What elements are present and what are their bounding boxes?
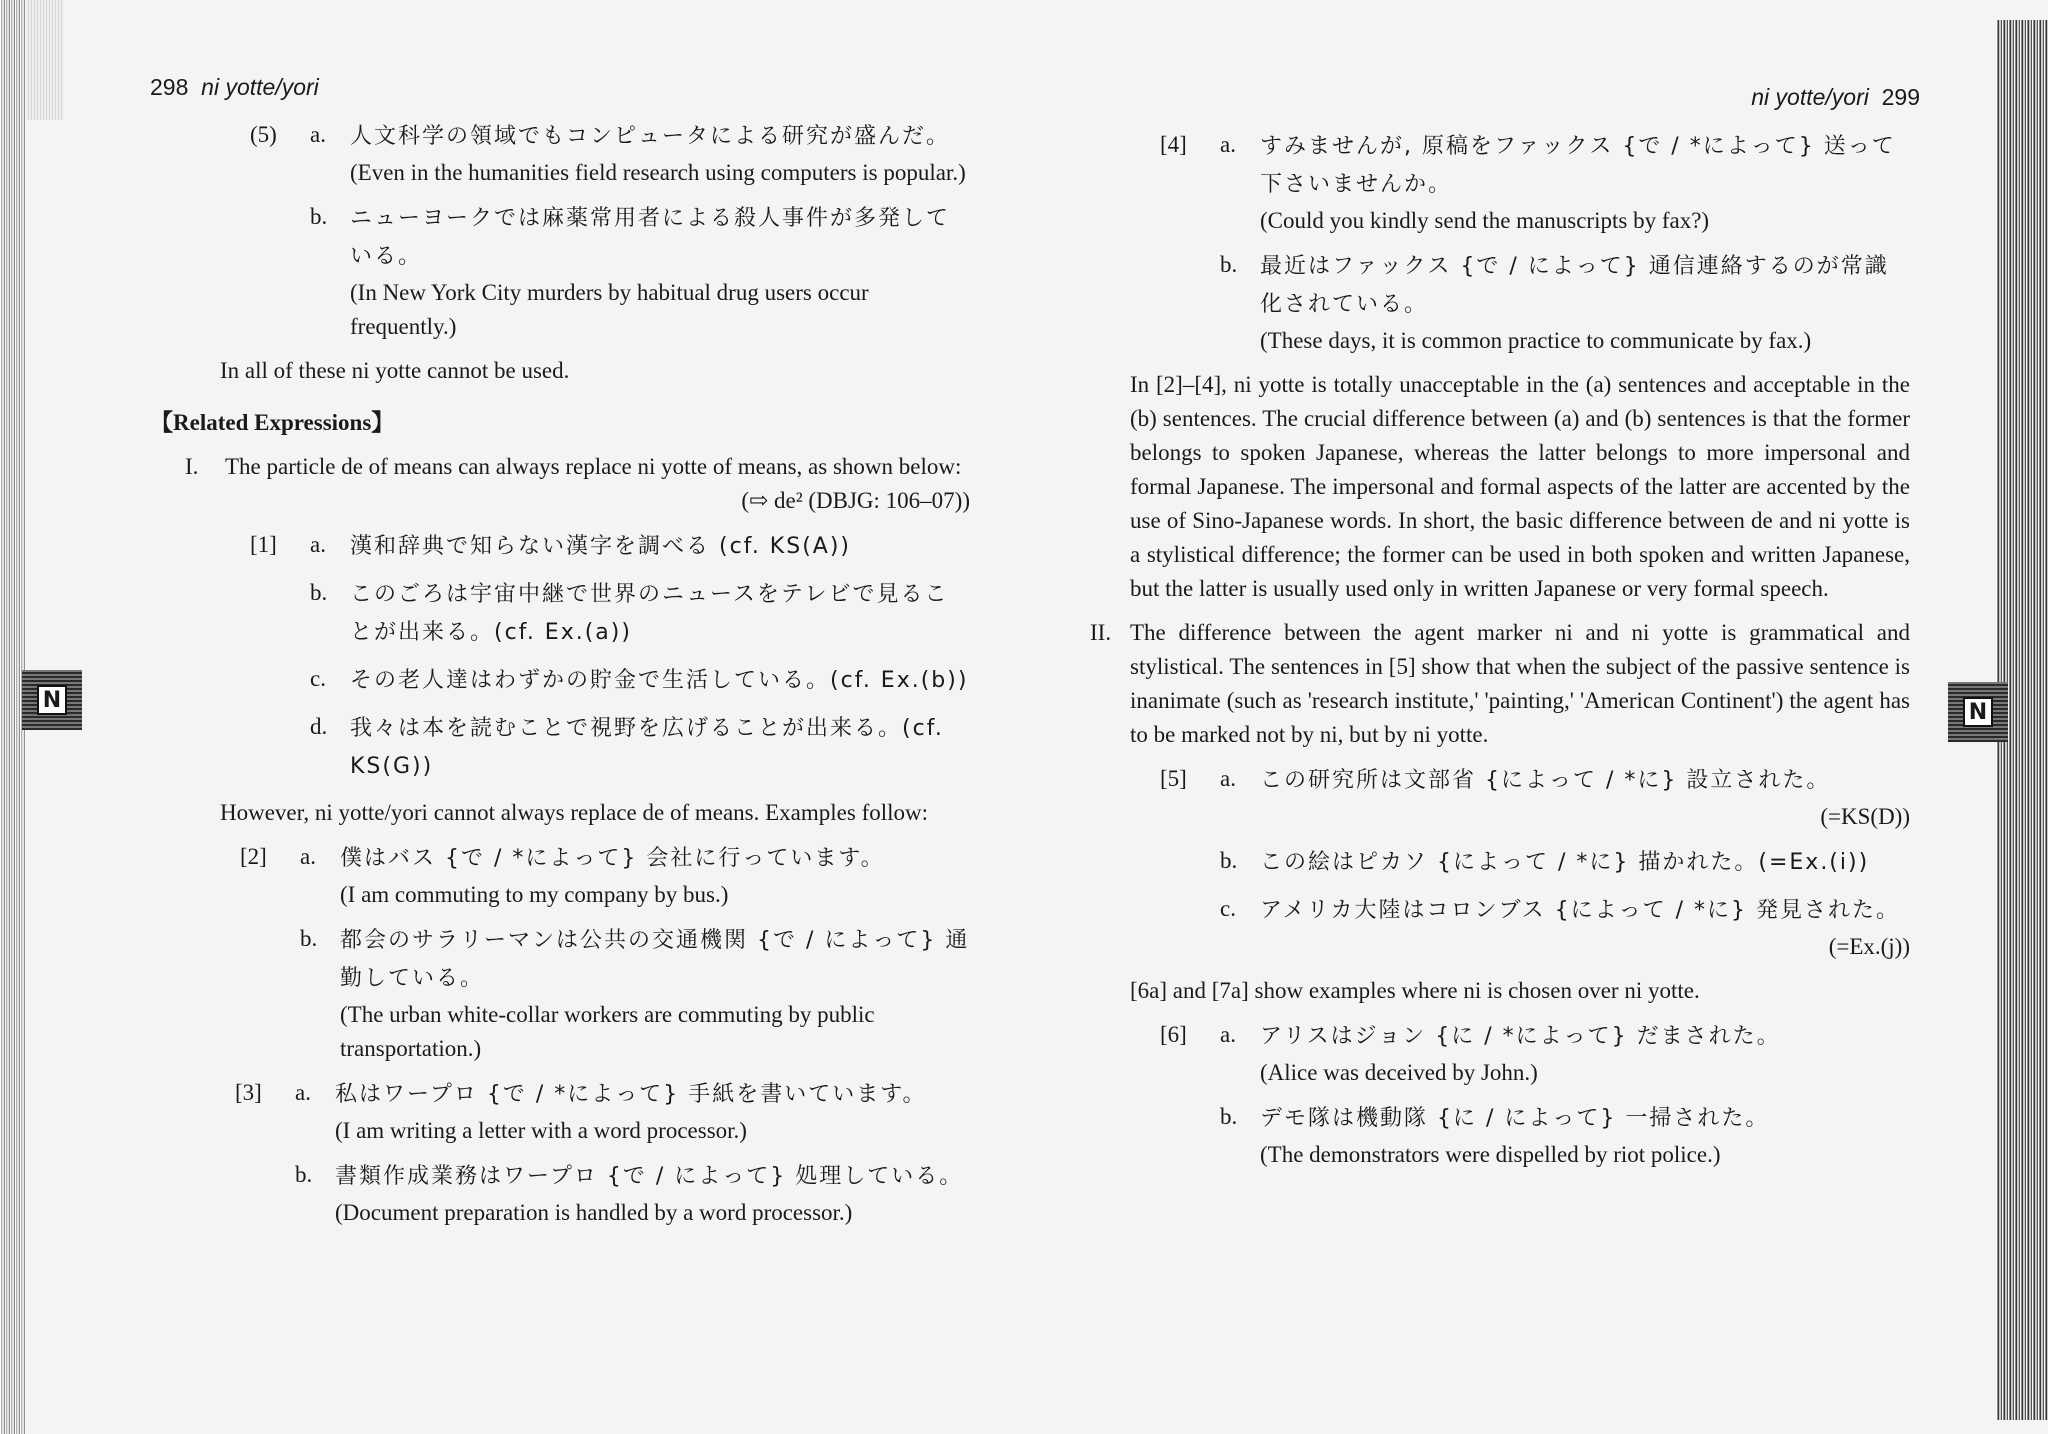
- english-translation: (Even in the humanities field research using computers is popular.): [350, 160, 966, 185]
- example-letter: a.: [300, 844, 316, 869]
- example-number: [1]: [250, 532, 277, 557]
- japanese-sentence: このごろは宇宙中継で世界のニュースをテレビで見ることが出来る。(cf. Ex.(a)): [350, 582, 949, 645]
- roman-numeral: I.: [185, 454, 199, 479]
- example-letter: a.: [295, 1080, 311, 1105]
- example-letter: c.: [1220, 896, 1236, 921]
- thumb-index-tab-left: [22, 670, 82, 730]
- example-5b: [1220, 844, 1910, 882]
- japanese-sentence: 都会のサラリーマンは公共の交通機関 {で / によって} 通勤している。: [340, 928, 970, 991]
- cross-reference: (⇨ de² (DBJG: 106–07)): [741, 488, 970, 513]
- english-translation: (I am commuting to my company by bus.): [340, 882, 729, 907]
- section-I: [185, 450, 970, 518]
- example-1d: [310, 710, 970, 786]
- example-2b: [300, 922, 970, 1066]
- english-translation: (Could you kindly send the manuscripts by fax?): [1260, 208, 1710, 233]
- example-letter: b.: [310, 204, 328, 229]
- note-paragraph: [6a] and [7a] show examples where ni is chosen over ni yotte.: [1130, 978, 1700, 1003]
- english-translation: (Document preparation is handled by a word processor.): [335, 1200, 853, 1225]
- example-number: [6]: [1160, 1022, 1187, 1047]
- tab-letter: N: [37, 685, 67, 715]
- example-letter: a.: [310, 122, 326, 147]
- explanation-paragraph: In [2]–[4], ni yotte is totally unacceptable in the (a) sentences and acceptable in the (b) sentences. The crucial difference between (a) and (b) sentences is that the former belongs to spoken Japanese, whereas the latter belongs to more impersonal and formal Japanese. The impersonal and formal aspects of the latter are accented by the use of Sino-Japanese words. In short, the basic difference between de and ni yotte is a stylistical difference; the former can be used in both spoken and written Japanese, but the latter is usually used only in written Japanese or very formal speech.: [1130, 372, 1910, 601]
- japanese-sentence: アリスはジョン {に / *によって} だまされた。: [1260, 1024, 1781, 1049]
- running-head-title: ni yotte/yori: [1751, 84, 1869, 110]
- japanese-sentence: 僕はバス {で / *によって} 会社に行っています。: [340, 846, 885, 871]
- example-number: [3]: [235, 1080, 262, 1105]
- example-1a: [250, 528, 970, 566]
- example-letter: b.: [300, 926, 318, 951]
- japanese-sentence: 最近はファックス {で / によって} 通信連絡するのが常識化されている。: [1260, 254, 1889, 317]
- section-text: The difference between the agent marker ni and ni yotte is grammatical and stylistical. The sentences in [5] show that when the subject of the passive sentence is inanimate (such as 'research institute,' 'painting,' 'American Continent') the agent has to be marked not by ni, but by ni yotte.: [1130, 620, 1910, 747]
- english-translation: (These days, it is common practice to communicate by fax.): [1260, 328, 1812, 353]
- example-letter: c.: [310, 666, 326, 691]
- example-number: [5]: [1160, 766, 1187, 791]
- example-4b: [1220, 248, 1910, 358]
- japanese-sentence: この研究所は文部省 {によって / *に} 設立された。: [1260, 768, 1831, 793]
- section-II: [1090, 616, 1910, 752]
- section-text: The particle de of means can always replace ni yotte of means, as shown below:: [225, 454, 962, 479]
- example-5c: [1220, 892, 1910, 964]
- related-expressions-heading: 【Related Expressions】: [150, 410, 395, 435]
- example-number: [2]: [240, 844, 267, 869]
- example-letter: a.: [1220, 132, 1236, 157]
- japanese-sentence: アメリカ大陸はコロンブス {によって / *に} 発見された。: [1260, 898, 1900, 923]
- example-1b: [310, 576, 970, 652]
- english-translation: (The urban white-collar workers are commuting by public transportation.): [340, 1002, 875, 1061]
- thumb-index-tab-right: [1948, 682, 2008, 742]
- example-letter: b.: [1220, 848, 1238, 873]
- japanese-sentence: 人文科学の領域でもコンピュータによる研究が盛んだ。: [350, 124, 951, 149]
- example-letter: a.: [1220, 1022, 1236, 1047]
- example-1c: [310, 662, 970, 700]
- example-5a: [1160, 762, 1910, 834]
- example-number: [4]: [1160, 132, 1187, 157]
- english-translation: (I am writing a letter with a word processor.): [335, 1118, 747, 1143]
- right-page: [1090, 80, 1920, 1182]
- note-paragraph: In all of these ni yotte cannot be used.: [220, 358, 570, 383]
- japanese-sentence: すみませんが, 原稿をファックス {で / *によって} 送って下さいませんか。: [1260, 134, 1896, 197]
- japanese-sentence: その老人達はわずかの貯金で生活している。(cf. Ex.(b)): [350, 668, 969, 693]
- japanese-sentence: この絵はピカソ {によって / *に} 描かれた。(=Ex.(i)): [1260, 850, 1870, 875]
- example-2a: [240, 840, 970, 912]
- example-6b: [1220, 1100, 1910, 1172]
- example-3a: [235, 1076, 970, 1148]
- example-letter: b.: [310, 580, 328, 605]
- roman-numeral: II.: [1090, 620, 1112, 645]
- japanese-sentence: 書類作成業務はワープロ {で / によって} 処理している。: [335, 1164, 964, 1189]
- japanese-sentence: 我々は本を読むことで視野を広げることが出来る。(cf. KS(G)): [350, 716, 944, 779]
- example-letter: b.: [1220, 1104, 1238, 1129]
- example-letter: a.: [310, 532, 326, 557]
- example-number: (5): [250, 122, 277, 147]
- english-translation: (The demonstrators were dispelled by riot police.): [1260, 1142, 1721, 1167]
- cross-reference: (=Ex.(j)): [1828, 934, 1910, 959]
- example-letter: b.: [1220, 252, 1238, 277]
- running-head-right: [1130, 80, 1920, 114]
- cross-reference: (=KS(D)): [1820, 804, 1910, 829]
- example-3b: [295, 1158, 970, 1230]
- example-5b: [310, 200, 970, 344]
- example-6a: [1160, 1018, 1910, 1090]
- japanese-sentence: 漢和辞典で知らない漢字を調べる (cf. KS(A)): [350, 534, 851, 559]
- example-4a: [1160, 128, 1910, 238]
- running-head-left: [150, 70, 970, 104]
- example-letter: a.: [1220, 766, 1236, 791]
- japanese-sentence: 私はワープロ {で / *によって} 手紙を書いています。: [335, 1082, 927, 1107]
- example-letter: d.: [310, 714, 328, 739]
- tab-letter: N: [1963, 697, 1993, 727]
- english-translation: (Alice was deceived by John.): [1260, 1060, 1538, 1085]
- running-head-title: ni yotte/yori: [201, 74, 319, 100]
- example-letter: b.: [295, 1162, 313, 1187]
- japanese-sentence: ニューヨークでは麻薬常用者による殺人事件が多発している。: [350, 206, 951, 269]
- japanese-sentence: デモ隊は機動隊 {に / によって} 一掃された。: [1260, 1106, 1770, 1131]
- example-5: [250, 118, 970, 190]
- page-number: 299: [1881, 84, 1920, 110]
- left-page: [150, 70, 970, 1240]
- page-number: 298: [150, 74, 189, 100]
- left-scan-shadow: [26, 0, 64, 120]
- english-translation: (In New York City murders by habitual drug users occur frequently.): [350, 280, 869, 339]
- however-paragraph: However, ni yotte/yori cannot always replace de of means. Examples follow:: [220, 800, 929, 825]
